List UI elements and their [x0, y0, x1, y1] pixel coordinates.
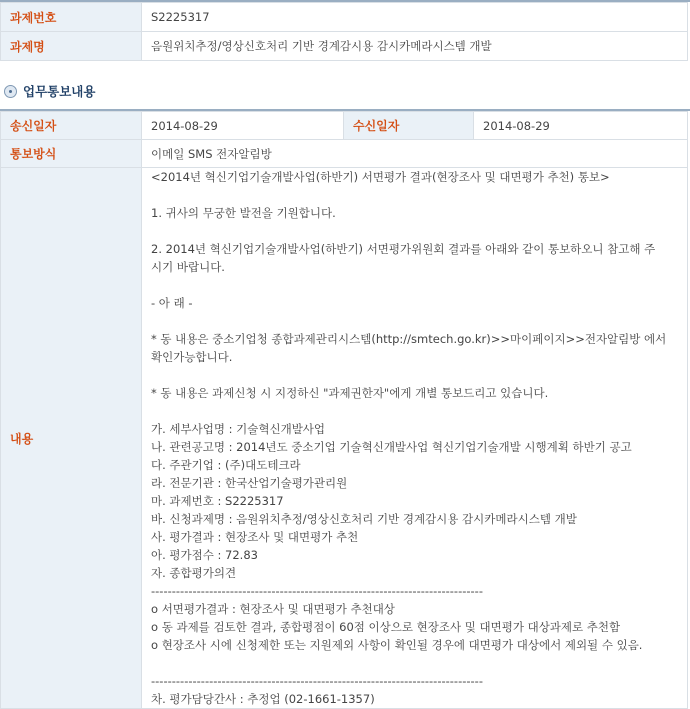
project-name-row [1, 32, 688, 61]
dates-row [1, 112, 688, 140]
content-row [1, 168, 688, 709]
bullet-icon [4, 85, 17, 98]
notice-section [0, 109, 690, 709]
project-number-value: S2225317 [142, 3, 688, 32]
section-title: 업무통보내용 [23, 84, 96, 99]
project-info-section [0, 0, 690, 61]
notice-table [0, 111, 688, 709]
project-name-label: 과제명 [1, 32, 142, 61]
project-info-table [0, 2, 688, 61]
section-header [0, 73, 690, 109]
send-date-value: 2014-08-29 [142, 112, 344, 140]
recv-date-label: 수신일자 [344, 112, 474, 140]
project-number-label: 과제번호 [1, 3, 142, 32]
content-text: <2014년 혁신기업기술개발사업(하반기) 서면평가 결과(현장조사 및 대면평가 추천) 통보> 1. 귀사의 무궁한 발전을 기원합니다. 2. 2014년 혁신기업기술개발사업(하반기) 서면평가위원회 결과를 아래와 같이 통보하오니 참고해 주 시기 바랍니다. - 아 래 - * 동 내용은 중소기업청 종합과제관리시스템(http://smtech.go.kr)>>마이페이지>>전자알림방 에서 확인가능합니다. * 동 내용은 과제신청 시 지정하신 "과제권한자"에게 개별 통보드리고 있습니다. 가. 세부사업명 : 기술혁신개발사업 나. 관련공고명 : 2014년도 중소기업 기술혁신개발사업 혁신기업기술개발 시행계획 하반기 공고 다. 주관기업 : (주)대도테크라 라. 전문기관 : 한국산업기술평가관리원 마. 과제번호 : S2225317 바. 신청과제명 : 음원위치추정/영상신호처리 기반 경계감시용 감시카메라시스템 개발 사. 평가결과 : 현장조사 및 대면평가 추천 아. 평가점수 : 72.83 자. 종합평가의견 -------------------------------------------------------------------------------- o 서면평가결과 : 현장조사 및 대면평가 추천대상 o 동 과제를 검토한 결과, 종합평점이 60점 이상으로 현장조사 및 대면평가 대상과제로 추천함 o 현장조사 시에 신청제한 또는 지원제외 사항이 확인될 경우에 대면평가 대상에서 제외될 수 있음. -------------------------------------------------------------------------------- 차. 평가담당간사 : 추정업 (02-1661-1357) [151, 170, 667, 706]
project-number-row [1, 3, 688, 32]
send-date-label: 송신일자 [1, 112, 142, 140]
method-label: 통보방식 [1, 140, 142, 168]
content-cell [142, 168, 688, 709]
method-value: 이메일 SMS 전자알림방 [142, 140, 688, 168]
project-name-value: 음원위치추정/영상신호처리 기반 경계감시용 감시카메라시스템 개발 [142, 32, 688, 61]
recv-date-value: 2014-08-29 [474, 112, 688, 140]
content-label: 내용 [1, 168, 142, 709]
method-row [1, 140, 688, 168]
